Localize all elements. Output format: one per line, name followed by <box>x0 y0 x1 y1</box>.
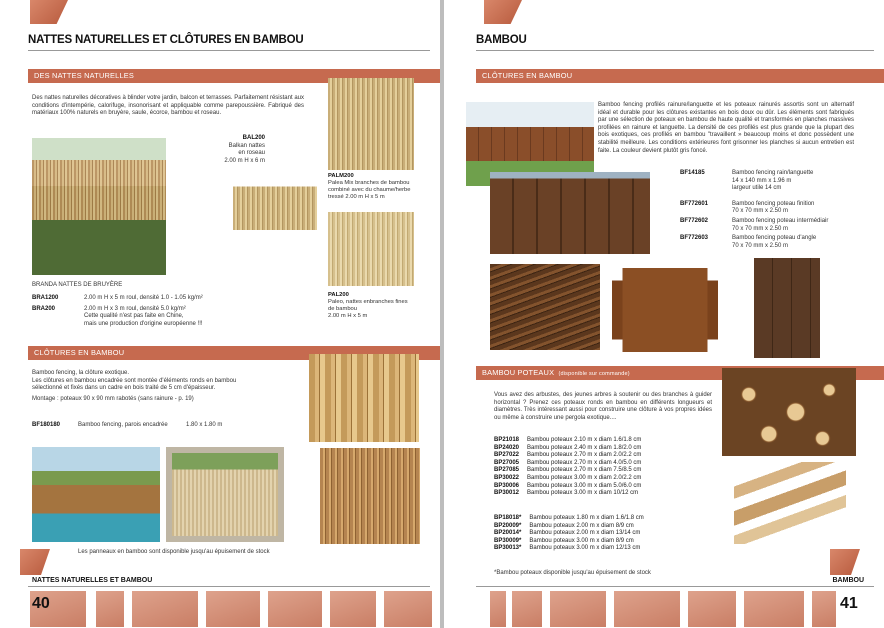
poteaux-desc: Bambou poteaux 2.00 m x diam 13/14 cm <box>529 530 641 537</box>
photo-bamboo-posts <box>612 268 718 352</box>
bal200-block <box>205 135 265 165</box>
photo-bal200-reed <box>233 168 317 230</box>
fencing-item-line: 70 x 70 mm x 2.50 m <box>732 225 789 232</box>
fencing-item-code: BF772602 <box>680 217 709 224</box>
photo-bamboo-tubes <box>734 462 846 544</box>
poteaux-stock-note: *Bambou poteaux disponible jusqu'au épuisement de stock <box>494 570 651 576</box>
poteaux-row <box>494 475 641 483</box>
left-page <box>0 0 440 628</box>
pal200-code: PAL200 <box>328 292 349 298</box>
footer-rule <box>476 586 874 587</box>
poteaux-code: BP20014* <box>494 530 522 537</box>
bal200-code: BAL200 <box>242 135 265 141</box>
poteaux-code: BP21018 <box>494 437 520 443</box>
footer-tile <box>384 591 432 627</box>
footer-tile <box>96 591 124 627</box>
poteaux-desc: Bambou poteaux 2.40 m x diam 1.8/2.0 cm <box>527 444 642 451</box>
poteaux-desc: Bambou poteaux 3.00 m x diam 8/9 cm <box>529 537 634 544</box>
photo-framed-bamboo <box>166 447 284 542</box>
page-number: 40 <box>32 595 50 612</box>
bal200-line: Balkan nattes <box>228 142 265 149</box>
footer-tile <box>812 591 836 627</box>
footer-tiles <box>444 591 884 627</box>
photo-bamboo-fence-panels <box>490 172 650 254</box>
fencing-item <box>680 201 860 216</box>
fencing-item-line: 70 x 70 mm x 2.50 m <box>732 242 789 249</box>
poteaux-row <box>494 490 641 498</box>
footer-tile <box>688 591 736 627</box>
poteaux-code: BP27005 <box>494 459 520 466</box>
fencing-item <box>680 235 860 250</box>
footer-title: BAMBOU <box>832 577 864 584</box>
fencing-item-line: Bamboo fencing rain/languette <box>732 170 814 176</box>
poteaux-row <box>494 452 641 460</box>
photo-tongue-groove-planks <box>490 264 600 350</box>
footer-tile <box>614 591 680 627</box>
footer-tile <box>550 591 606 627</box>
bra1200-code: BRA1200 <box>32 295 59 301</box>
palm200-line: combiné avec du chaume/herbe <box>328 187 411 193</box>
poteaux-desc: Bambou poteaux 1.80 m x diam 1.6/1.8 cm <box>529 515 644 521</box>
footer-rule <box>28 586 430 587</box>
fencing-item <box>680 170 860 193</box>
fencing-item-line: Bamboo fencing poteau d'angle <box>732 235 817 242</box>
poteaux-code: BP30022 <box>494 474 520 481</box>
poteaux-code: BP18018* <box>494 515 522 521</box>
corner-tab <box>30 0 68 24</box>
footer-tab <box>830 549 860 575</box>
section-band-nattes: DES NATTES NATURELLES <box>28 69 440 83</box>
poteaux-intro: Vous avez des arbustes, des jeunes arbres à soutenir ou des branches à guider horizontal ? Prenez ces poteaux ronds en bambou en différents longueurs et diamètres. Très intéressant aussi pour construire une clôture à vos propres idées ou même à construire une pergola exotique.... <box>494 392 712 421</box>
poteaux-desc: Bambou poteaux 2.10 m x diam 1.6/1.8 cm <box>527 437 642 443</box>
page-title: NATTES NATURELLES ET CLÔTURES EN BAMBOU <box>28 34 304 46</box>
poteaux-row <box>494 515 644 523</box>
fencing-item-line: 70 x 70 mm x 2.50 m <box>732 208 789 215</box>
pal200-block <box>328 292 438 320</box>
poteaux-table-b <box>494 515 644 553</box>
poteaux-code: BP27085 <box>494 467 520 474</box>
bf180180-row <box>32 422 222 430</box>
poteaux-desc: Bambou poteaux 2.70 m x diam 7.5/8.5 cm <box>527 467 642 474</box>
clotures-line: sélectionné et fixés dans un cadre en bois traité de 5 cm d'épaisseur. <box>32 385 216 392</box>
poteaux-code: BP30013* <box>494 545 522 552</box>
photo-pool-fence <box>32 447 160 542</box>
panel-stock-note: Les panneaux en bamboo sont disponible jusqu'au épuisement de stock <box>78 549 270 555</box>
bra200-line: Cette qualité n'est pas faite en Chine, <box>84 313 184 320</box>
poteaux-code: BP24020 <box>494 444 520 451</box>
title-rule <box>28 50 430 51</box>
footer-tile <box>268 591 322 627</box>
photo-bamboo-poles <box>309 354 419 442</box>
poteaux-row <box>494 483 641 491</box>
footer-tile <box>330 591 376 627</box>
footer-tile <box>490 591 506 627</box>
montage-note: Montage : poteaux 90 x 90 mm rabotés (sans rainure - p. 19) <box>32 395 194 402</box>
palm200-line: Palea Mix branches de bambou <box>328 180 410 186</box>
right-page <box>444 0 884 628</box>
poteaux-row <box>494 530 644 538</box>
photo-heather-mat-garden <box>32 138 166 275</box>
bf180180-code: BF180180 <box>32 422 61 428</box>
poteaux-code: BP27022 <box>494 452 520 459</box>
poteaux-desc: Bambou poteaux 3.00 m x diam 12/13 cm <box>529 545 641 552</box>
page-number: 41 <box>840 595 858 612</box>
bra200-line: mais une production d'origine européenne !!! <box>84 320 203 327</box>
fencing-items <box>680 170 860 250</box>
footer-tile <box>512 591 542 627</box>
palm200-block <box>328 173 438 201</box>
fencing-item-line: 14 x 140 mm x 1.96 m <box>732 177 792 184</box>
photo-palm200-mat <box>328 78 414 170</box>
branda-table <box>32 295 322 328</box>
section-band-clotures: CLÔTURES EN BAMBOU <box>28 346 440 360</box>
footer-tiles <box>0 591 440 627</box>
palm200-code: PALM200 <box>328 173 354 179</box>
poteaux-desc: Bambou poteaux 2.70 m x diam 4.0/5.0 cm <box>527 459 642 466</box>
palm200-line: tressé 2.00 m H x 5 m <box>328 194 385 200</box>
clotures-line: Les clôtures en bambou encadrée sont montée d'éléments ronds en bambou <box>32 377 237 384</box>
bra200-code: BRA200 <box>32 305 56 312</box>
poteaux-row <box>494 445 641 453</box>
poteaux-desc: Bambou poteaux 2.00 m x diam 8/9 cm <box>529 522 634 529</box>
section-band-clotures: CLÔTURES EN BAMBOU <box>476 69 884 83</box>
fencing-item-line: Bamboo fencing poteau finition <box>732 200 815 207</box>
fencing-item <box>680 218 860 233</box>
poteaux-table-a <box>494 437 641 498</box>
nattes-intro: Des nattes naturelles décoratives à blinder votre jardin, balcon et terrasses. Parfaitement résistant aux conditions d'intempérie, calorifuge, insonorisant et appliquable comme parepoussière. Fabriqué des matériaux 100% naturels en bruyère, saule, écorce, bambou et roseau. <box>32 95 304 117</box>
pal200-line: 2.00 m H x 5 m <box>328 313 368 319</box>
clotures-line: Bamboo fencing, la clôture exotique. <box>32 370 130 376</box>
bal200-line: en roseau <box>238 150 265 157</box>
fencing-item-code: BF772601 <box>680 200 709 207</box>
footer-title: NATTES NATURELLES ET BAMBOU <box>32 577 153 584</box>
poteaux-row <box>494 523 644 531</box>
poteaux-code: BP30009* <box>494 537 522 544</box>
bra1200-text: 2.00 m H x 5 m roul, densité 1.0 - 1.05 kg/m² <box>84 295 203 301</box>
poteaux-code: BP30012 <box>494 490 520 497</box>
title-rule <box>476 50 874 51</box>
poteaux-row <box>494 538 644 546</box>
poteaux-row <box>494 467 641 475</box>
footer-tab <box>20 549 50 575</box>
footer-tile <box>132 591 198 627</box>
footer-tile <box>206 591 260 627</box>
photo-bamboo-canes-ends <box>722 368 856 456</box>
pal200-line: Paleo, nattes enbranches fines <box>328 299 408 305</box>
bra200-line: 2.00 m H x 3 m roul, densité 5.0 kg/m² <box>84 305 186 312</box>
pal200-line: de bambou <box>328 306 358 312</box>
poteaux-code: BP30006 <box>494 482 520 489</box>
poteaux-band-label: BAMBOU POTEAUX <box>482 368 555 377</box>
poteaux-code: BP20009* <box>494 522 522 529</box>
photo-bamboo-panel <box>320 448 420 544</box>
fencing-intro: Bamboo fencing profilés rainure/languette et les poteaux rainurés assortis sont un alternatif idéal et durable pour les clôtures existantes en bois doux ou dûr. Les éléments sont fabriqués par une sélection de poteaux en bambou de haute qualité et transformés en planches massives profilées en rainure et languette. La densité de ces profilés est plus grande que la plupart des bois exotiques, ces profilés en bambou "travaillent » beaucoup moins et donc possèdent une stabilité meilleure. Les conditions extérieures font grisonner les planches si aucun entretien est faite. La couleur devient plutôt gris foncé. <box>598 102 854 154</box>
clotures-intro <box>32 370 302 403</box>
page-title: BAMBOU <box>476 34 527 46</box>
poteaux-row <box>494 437 641 445</box>
poteaux-row <box>494 545 644 553</box>
footer-tile <box>744 591 804 627</box>
photo-fence-corner <box>754 258 820 358</box>
bf180180-size: 1.80 x 1.80 m <box>186 422 223 428</box>
poteaux-row <box>494 460 641 468</box>
bal200-line: 2.00 m H x 6 m <box>224 157 265 164</box>
poteaux-desc: Bambou poteaux 3.00 m x diam 10/12 cm <box>527 490 639 497</box>
corner-tab <box>484 0 522 24</box>
poteaux-band-sub: (disponible sur commande) <box>558 371 630 377</box>
poteaux-desc: Bambou poteaux 3.00 m x diam 5.0/6.0 cm <box>527 482 642 489</box>
poteaux-desc: Bambou poteaux 2.70 m x diam 2.0/2.2 cm <box>527 452 642 459</box>
fencing-item-line: largeur utile 14 cm <box>732 185 782 192</box>
bf180180-text: Bamboo fencing, parois encadrée <box>78 422 168 428</box>
fencing-item-line: Bamboo fencing poteau intermédiair <box>732 217 829 224</box>
fencing-item-code: BF14185 <box>680 170 705 176</box>
poteaux-desc: Bambou poteaux 3.00 m x diam 2.0/2.2 cm <box>527 474 642 481</box>
photo-pal200-mat <box>328 212 414 286</box>
branda-title: BRANDA NATTES DE BRUYÈRE <box>32 282 123 288</box>
fencing-item-code: BF772603 <box>680 235 709 242</box>
